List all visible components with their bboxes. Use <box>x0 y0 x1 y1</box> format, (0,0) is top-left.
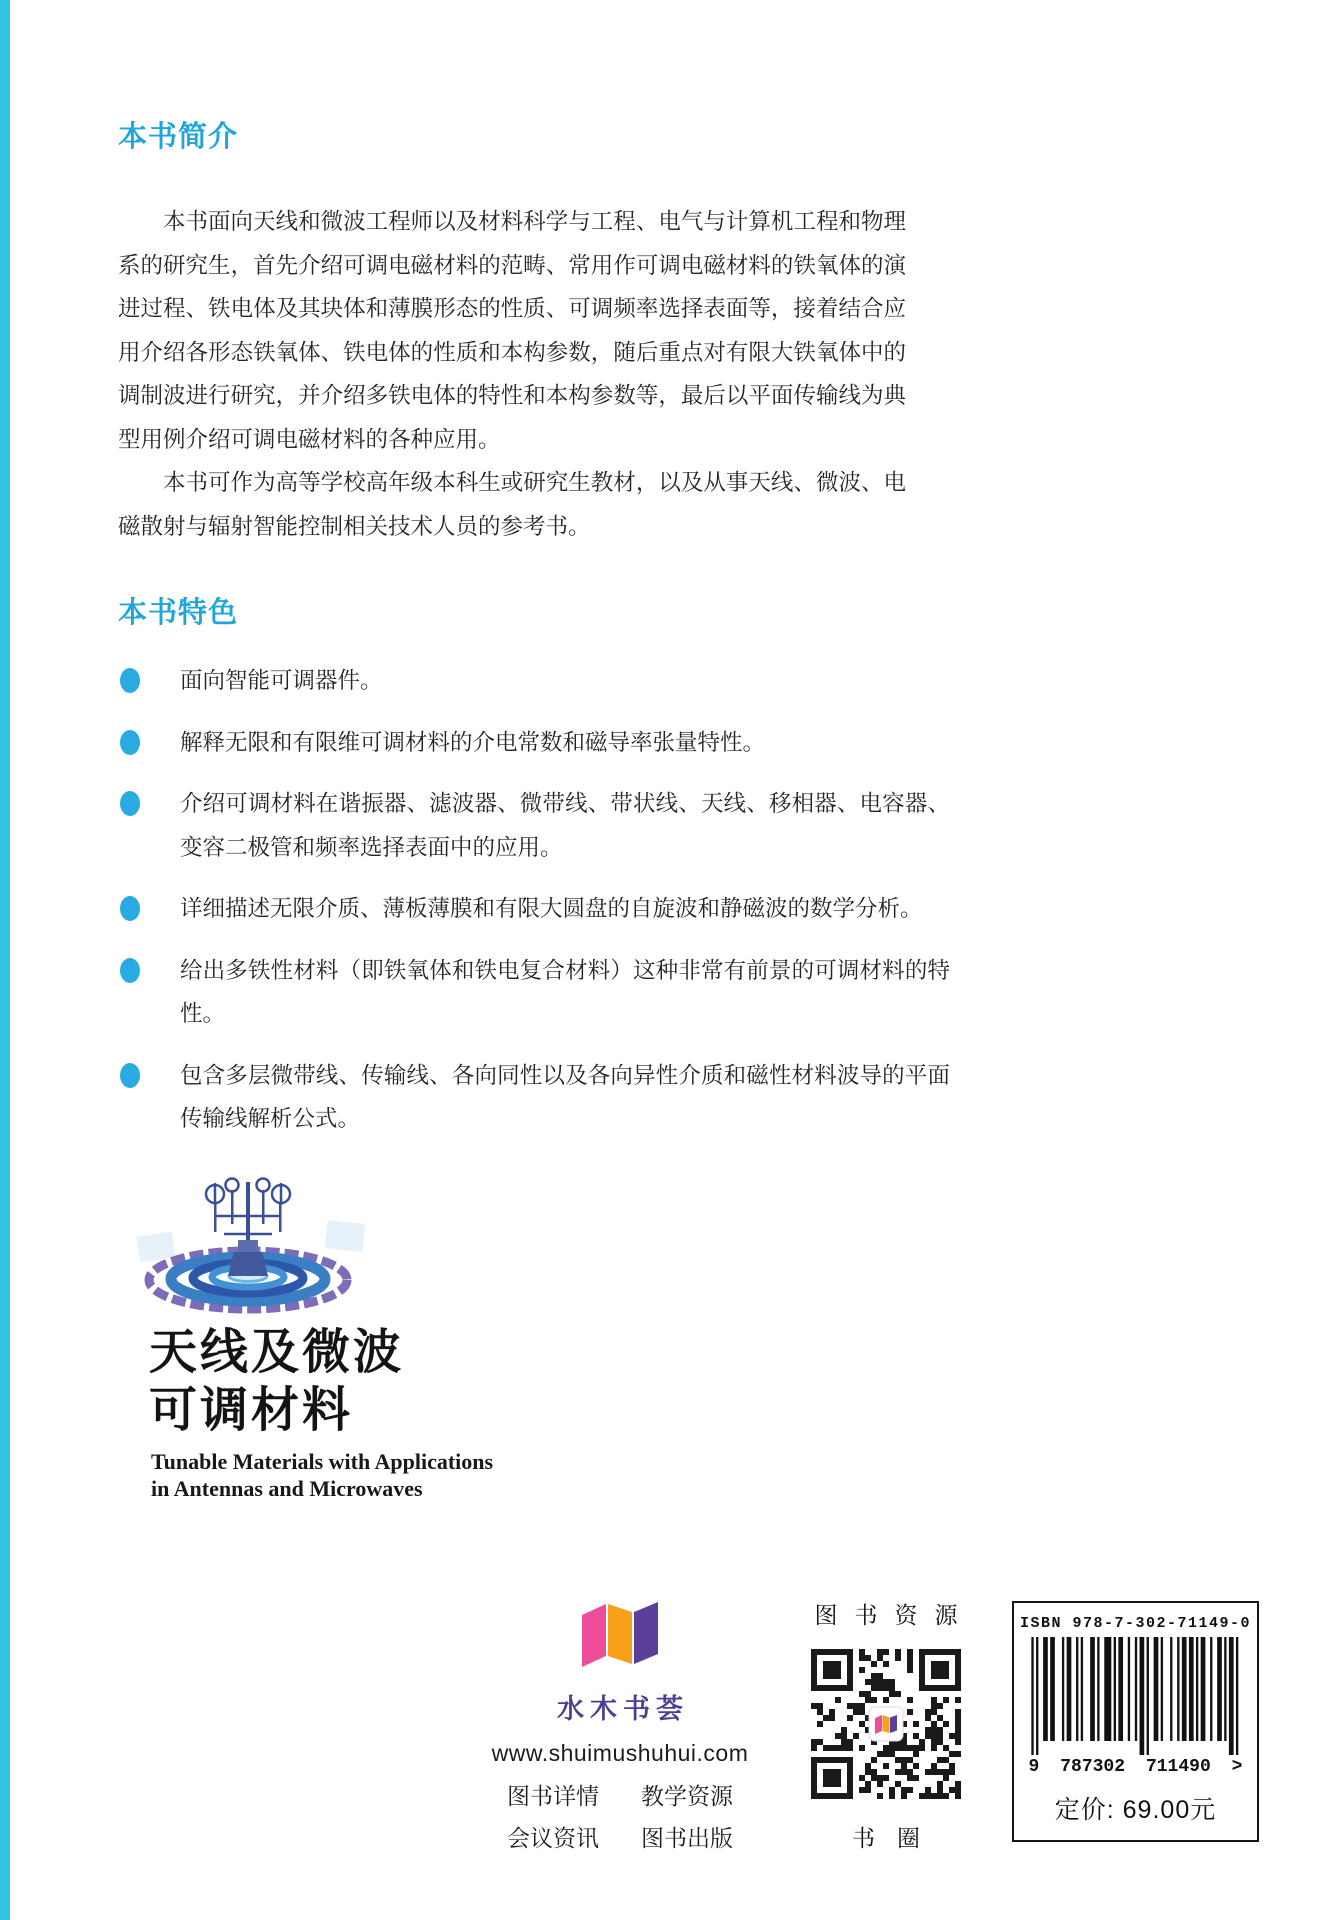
left-edge-stripe <box>0 0 10 1920</box>
antenna-radar-graphic <box>126 1176 376 1328</box>
feature-text: 给出多铁性材料（即铁氧体和铁电复合材料）这种非常有前景的可调材料的特性。 <box>180 957 950 1026</box>
feature-text: 包含多层微带线、传输线、各向同性以及各向异性介质和磁性材料波导的平面传输线解析公式。 <box>180 1062 950 1131</box>
intro-paragraph-2: 本书可作为高等学校高年级本科生或研究生教材，以及从事天线、微波、电磁散射与辐射智能控制相关技术人员的参考书。 <box>118 470 906 539</box>
feature-item <box>118 721 950 765</box>
barcode-digit-group: 9 <box>1028 1757 1040 1777</box>
feature-item <box>118 1054 950 1141</box>
book-subtitle <box>151 1448 493 1502</box>
feature-text: 详细描述无限介质、薄板薄膜和有限大圆盘的自旋波和静磁波的数学分析。 <box>180 896 923 921</box>
bullet-icon <box>120 791 140 816</box>
book-title <box>149 1324 404 1440</box>
feature-text: 解释无限和有限维可调材料的介电常数和磁导率张量特性。 <box>180 729 766 755</box>
features-list <box>118 659 950 1141</box>
bullet-icon <box>120 958 140 983</box>
barcode-digit-group: 711490 <box>1145 1757 1211 1777</box>
bullet-icon <box>120 668 140 693</box>
publisher-links-row1 <box>420 1778 820 1811</box>
publisher-link-book-publishing: 图书出版 <box>641 1825 733 1851</box>
feature-item <box>118 887 950 931</box>
barcode-bars <box>1029 1637 1243 1755</box>
intro-section <box>118 118 906 548</box>
publisher-logo-icon <box>577 1600 663 1673</box>
feature-text: 介绍可调材料在谐振器、滤波器、微带线、带状线、天线、移相器、电容器、变容二极管和频率选择表面中的应用。 <box>180 791 950 860</box>
book-title-line2: 可调材料 <box>149 1384 354 1437</box>
publisher-name: 水木书荟 <box>557 1694 689 1724</box>
feature-item <box>118 659 950 703</box>
publisher-website: www.shuimushuhui.com <box>491 1740 749 1766</box>
barcode-box <box>1012 1601 1259 1842</box>
publisher-link-book-details: 图书详情 <box>507 1783 599 1809</box>
intro-paragraph-1: 本书面向天线和微波工程师以及材料科学与工程、电气与计算机工程和物理系的研究生，首先介绍可调电磁材料的范畴、常用作可调电磁材料的铁氧体的演进过程、铁电体及其块体和薄膜形态的性质、可调频率选择表面等，接着结合应用介绍各形态铁氧体、铁电体的性质和本构参数，随后重点对有限大铁氧体中的调制波进行研究，并介绍多铁电体的特性和本构参数等，最后以平面传输线为典型用例介绍可调电磁材料的各种应用。 <box>118 209 906 452</box>
isbn-text: ISBN 978-7-302-71149-0 <box>1019 1615 1252 1632</box>
bullet-icon <box>120 896 140 921</box>
feature-text: 面向智能可调器件。 <box>180 668 383 693</box>
intro-heading: 本书简介 <box>118 121 239 153</box>
qr-block <box>797 1597 975 1853</box>
publisher-link-teaching-resources: 教学资源 <box>641 1783 733 1809</box>
features-section <box>118 594 950 1159</box>
publisher-link-conference-info: 会议资讯 <box>507 1825 599 1851</box>
barcode-arrow: > <box>1231 1757 1243 1777</box>
bullet-icon <box>120 1063 140 1088</box>
qr-bookcircle-label: 书圈 <box>852 1825 942 1851</box>
book-title-line1: 天线及微波 <box>149 1326 405 1379</box>
publisher-links-row2 <box>420 1820 820 1853</box>
book-subtitle-line2: in Antennas and Microwaves <box>151 1476 423 1501</box>
book-subtitle-line1: Tunable Materials with Applications <box>151 1449 494 1474</box>
qr-code <box>807 1645 965 1803</box>
barcode-digit-group: 787302 <box>1060 1757 1126 1777</box>
publisher-block <box>420 1600 820 1853</box>
feature-item <box>118 782 950 869</box>
price-text: 定价: 69.00元 <box>1054 1796 1217 1824</box>
barcode-digits <box>1029 1757 1243 1777</box>
feature-item <box>118 949 950 1036</box>
bullet-icon <box>120 730 140 755</box>
features-heading: 本书特色 <box>118 597 239 629</box>
qr-resources-label: 图书资源 <box>814 1602 975 1628</box>
